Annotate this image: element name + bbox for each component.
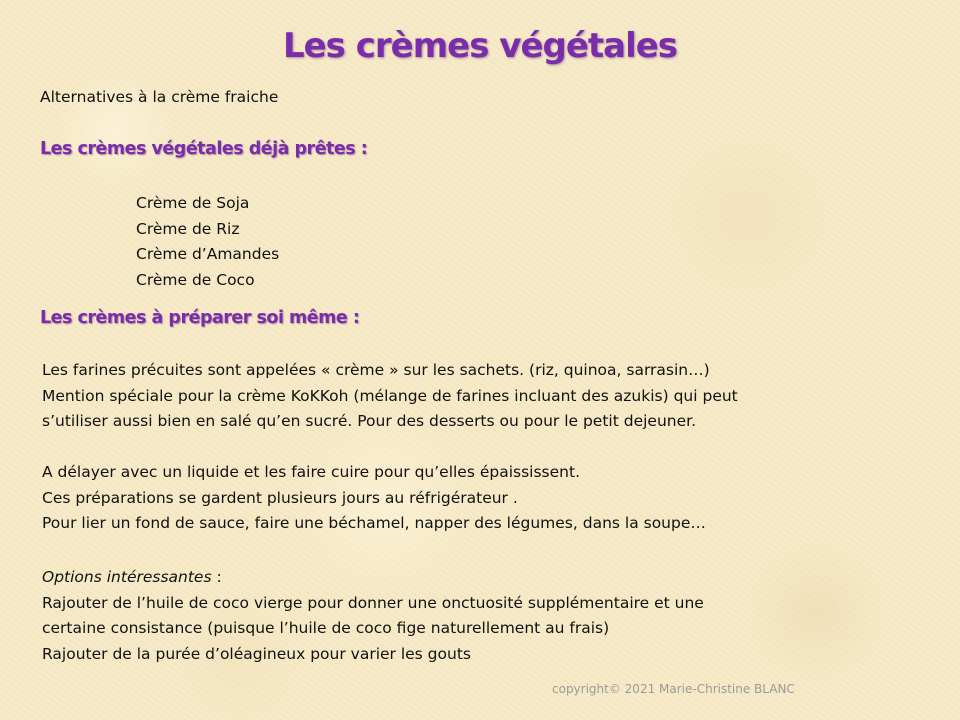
paragraph-line: Mention spéciale pour la crème KoKKoh (mélange de farines incluant des azukis) qui peut (42, 386, 738, 405)
slide-subtitle: Alternatives à la crème fraiche (40, 88, 279, 106)
paragraph-line: Les farines précuites sont appelées « crème » sur les sachets. (riz, quinoa, sarrasin…) (42, 361, 710, 379)
list-item: Crème de Coco (136, 270, 255, 289)
list-item: Crème de Riz (136, 219, 240, 238)
copyright-notice: copyright© 2021 Marie-Christine BLANC (552, 682, 795, 696)
paragraph-line: Rajouter de la purée d’oléagineux pour varier les gouts (42, 644, 471, 663)
slide-title: Les crèmes végétales (282, 26, 678, 66)
options-colon: : (211, 568, 222, 586)
paragraph-line: certaine consistance (puisque l’huile de coco fige naturellement au frais) (42, 619, 610, 637)
paragraph-line: s’utiliser aussi bien en salé qu’en sucré. Pour des desserts ou pour le petit dejeuner. (42, 412, 697, 430)
options-label-line (42, 565, 882, 591)
paragraph-preparation (42, 460, 882, 537)
section-heading-homemade: Les crèmes à préparer soi même : (40, 308, 360, 328)
paragraph-options (42, 565, 882, 667)
paragraph-flours (42, 358, 882, 435)
paragraph-line: Ces préparations se gardent plusieurs jours au réfrigérateur . (42, 488, 518, 507)
list-item: Crème de Soja (136, 194, 250, 212)
paragraph-line: A délayer avec un liquide et les faire cuire pour qu’elles épaississent. (42, 463, 580, 481)
section-heading-ready-made: Les crèmes végétales déjà prêtes : (40, 139, 368, 159)
ready-made-creams-list (136, 191, 279, 293)
options-label: Options intéressantes (42, 568, 212, 586)
paragraph-line: Rajouter de l’huile de coco vierge pour donner une onctuosité supplémentaire et une (42, 593, 704, 612)
paragraph-line: Pour lier un fond de sauce, faire une béchamel, napper des légumes, dans la soupe… (42, 514, 706, 532)
list-item: Crème d’Amandes (136, 245, 280, 263)
